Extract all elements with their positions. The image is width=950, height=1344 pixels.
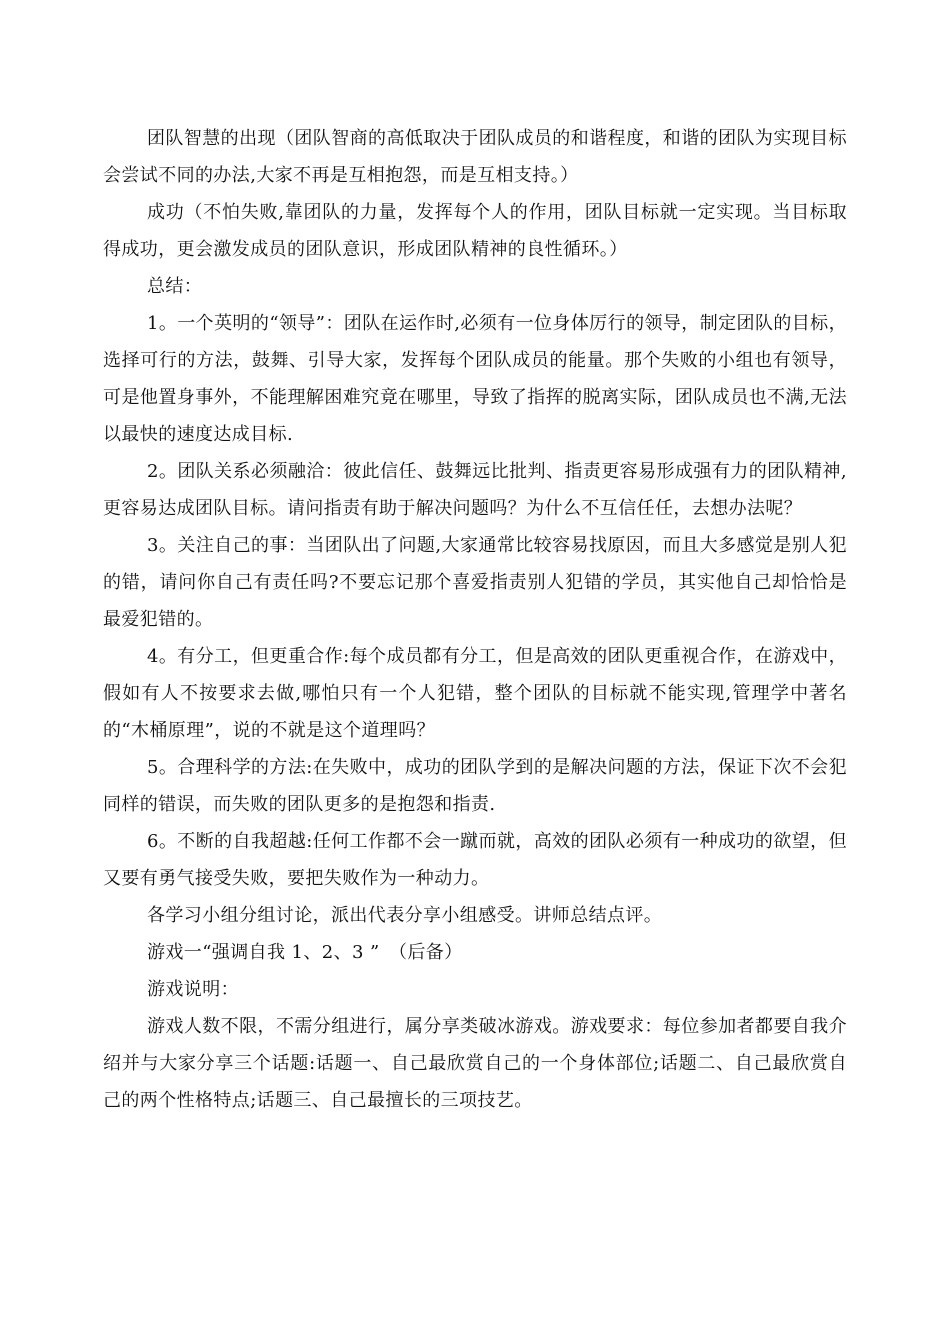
paragraph-point-2: 2。团队关系必须融洽：彼此信任、鼓舞远比批判、指责更容易形成强有力的团队精神,更容易达成团队目标。请问指责有助于解决问题吗？为什么不互信任任，去想办法呢？ (103, 461, 847, 519)
paragraph-game-rules: 游戏人数不限，不需分组进行，属分享类破冰游戏。游戏要求：每位参加者都要自我介绍并与大家分享三个话题:话题一、自己最欣赏自己的一个身体部位;话题二、自己最欣赏自己的两个性格特点;话题三、自己最擅长的三项技艺。 (103, 1016, 847, 1111)
paragraph-group-discussion: 各学习小组分组讨论，派出代表分享小组感受。讲师总结点评。 (147, 905, 663, 926)
paragraph-point-5: 5。合理科学的方法:在失败中，成功的团队学到的是解决问题的方法，保证下次不会犯同样的错误，而失败的团队更多的是抱怨和指责. (103, 757, 847, 815)
paragraph-point-3: 3。关注自己的事：当团队出了问题,大家通常比较容易找原因，而且大多感觉是别人犯的错，请问你自己有责任吗?不要忘记那个喜爱指责别人犯错的学员，其实他自己却恰恰是最爱犯错的。 (103, 535, 847, 630)
paragraph-team-wisdom: 团队智慧的出现（团队智商的高低取决于团队成员的和谐程度，和谐的团队为实现目标会尝试不同的办法,大家不再是互相抱怨，而是互相支持。） (103, 128, 847, 186)
paragraph-success: 成功（不怕失败,靠团队的力量，发挥每个人的作用，团队目标就一定实现。当目标取得成功，更会激发成员的团队意识，形成团队精神的良性循环。） (103, 202, 847, 260)
paragraph-summary-heading: 总结： (147, 276, 203, 297)
paragraph-point-1: 1。一个英明的“领导”：团队在运作时,必须有一位身体厉行的领导，制定团队的目标，选择可行的方法，鼓舞、引导大家，发挥每个团队成员的能量。那个失败的小组也有领导，可是他置身事外，不能理解困难究竟在哪里，导致了指挥的脱离实际，团队成员也不满,无法以最快的速度达成目标. (103, 313, 847, 445)
paragraph-game-title: 游戏一“强调自我 1、2、3 ” （后备） (147, 942, 463, 963)
paragraph-point-6: 6。不断的自我超越:任何工作都不会一蹴而就，高效的团队必须有一种成功的欲望，但又要有勇气接受失败，要把失败作为一种动力。 (103, 831, 847, 889)
document-page (103, 120, 847, 1119)
paragraph-game-description-heading: 游戏说明： (147, 979, 239, 1000)
paragraph-point-4: 4。有分工，但更重合作:每个成员都有分工，但是高效的团队更重视合作，在游戏中，假如有人不按要求去做,哪怕只有一个人犯错，整个团队的目标就不能实现,管理学中著名的“木桶原理”，说的不就是这个道理吗？ (103, 646, 847, 741)
